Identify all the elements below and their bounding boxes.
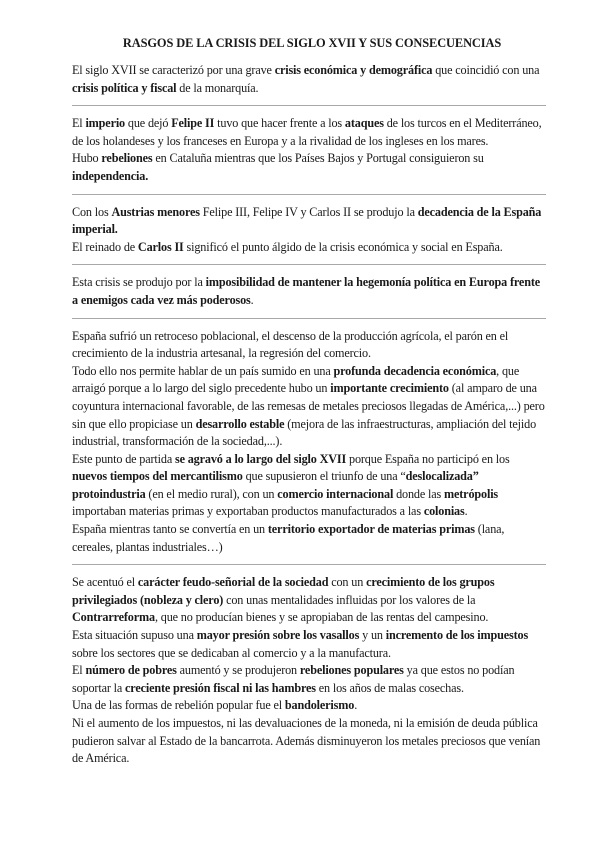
section-4 <box>72 274 546 309</box>
text-run: Este punto de partida <box>72 451 175 466</box>
text-run: , que arraigó porque a lo largo del siglo precedente hubo un <box>72 363 520 396</box>
bold-text: carácter feudo-señorial de la sociedad <box>137 575 329 590</box>
text-run: aumentó y se produjeron <box>176 663 300 678</box>
section-3 <box>72 204 546 257</box>
text-run: , que no producían bienes y se apropiaban de las rentas del campesino. <box>154 610 489 625</box>
bold-text: se agravó a lo largo del siglo XVII <box>174 451 347 466</box>
text-run: con unas mentalidades influidas por los valores de la <box>223 592 476 607</box>
text-run: que supusieron el triunfo de una “ <box>242 469 406 484</box>
bold-text: rebeliones <box>101 151 153 166</box>
text-run: importaban materias primas y exportaban productos manufacturados a las <box>72 504 424 519</box>
bold-text: bandolerismo <box>284 698 355 713</box>
page-title: RASGOS DE LA CRISIS DEL SIGLO XVII Y SUS CONSECUENCIAS <box>122 36 502 50</box>
bold-text: incremento de los impuestos <box>385 628 529 643</box>
paragraph <box>72 328 546 363</box>
bold-text: deslocalizada” protoindustria <box>72 469 479 501</box>
text-run: (mejora de las infraestructuras, ampliación del tejido industrial, transformación de la sociedad,...). <box>72 416 537 449</box>
bold-text: ataques <box>344 116 384 131</box>
text-run: El <box>72 116 86 131</box>
text-run: Con los <box>72 204 112 219</box>
text-run: en los años de malas cosechas. <box>315 680 464 695</box>
paragraph <box>72 715 546 768</box>
bold-text: crisis económica y demográfica <box>274 63 433 77</box>
bold-text: imperio <box>85 116 126 131</box>
section-6 <box>72 574 546 768</box>
text-run: que coincidió con una <box>432 63 540 77</box>
text-run: . <box>250 292 254 307</box>
text-run: (al amparo de una coyuntura internacional favorable, de las remesas de metales preciosos llegadas de América,...) pero sin que ello propiciase un <box>72 381 545 431</box>
text-run: Hubo <box>72 151 102 166</box>
text-run: El reinado de <box>72 239 138 254</box>
paragraph <box>72 627 546 662</box>
paragraph <box>72 451 546 521</box>
paragraph <box>72 150 546 185</box>
bold-text: importante crecimiento <box>330 381 449 396</box>
bold-text: metrópolis <box>444 486 499 501</box>
text-run: Felipe III, Felipe IV y Carlos II se produjo la <box>199 204 418 219</box>
bold-text: nuevos tiempos del mercantilismo <box>72 469 243 484</box>
text-run: El siglo XVII se caracterizó por una grave <box>72 63 275 77</box>
text-run: Una de las formas de rebelión popular fue el <box>72 698 285 713</box>
text-run: Esta situación supuso una <box>72 628 197 643</box>
text-run: Ni el aumento de los impuestos, ni las devaluaciones de la moneda, ni la emisión de deuda pública pudieron salvar al Estado de la bancarrota. Además disminuyeron los metales preciosos que venían de América. <box>72 716 541 766</box>
section-divider <box>72 194 546 195</box>
paragraph <box>72 662 546 697</box>
text-run: de los turcos en el Mediterráneo, de los holandeses y los franceses en Europa y a la rivalidad de los ingleses en los mares. <box>72 116 542 148</box>
paragraph <box>72 239 546 257</box>
bold-text: rebeliones populares <box>299 663 404 678</box>
document-body <box>72 62 546 768</box>
bold-text: independencia. <box>72 168 149 183</box>
bold-text: creciente presión fiscal ni las hambres <box>125 680 316 695</box>
paragraph <box>72 62 546 97</box>
text-run: Se acentuó el <box>72 575 138 590</box>
section-divider <box>72 318 546 319</box>
text-run: significó el punto álgido de la crisis económica y social en España. <box>183 239 503 254</box>
text-run: ya que estos no podían soportar la <box>72 663 515 695</box>
bold-text: Austrias menores <box>111 204 200 219</box>
text-run: de la monarquía. <box>176 80 259 95</box>
text-run: que dejó <box>125 116 172 131</box>
section-2 <box>72 115 546 185</box>
section-divider <box>72 564 546 565</box>
text-run: España sufrió un retroceso poblacional, el descenso de la producción agrícola, el parón en el crecimiento de la industria artesanal, la regresión del comercio. <box>72 328 509 361</box>
bold-text: desarrollo estable <box>195 416 285 431</box>
text-run: (lana, cereales, plantas industriales…) <box>72 522 505 554</box>
paragraph <box>72 274 546 309</box>
text-run: (en el medio rural), con un <box>145 486 278 501</box>
bold-text: Contrarreforma <box>72 610 155 625</box>
section-5 <box>72 328 546 557</box>
text-run: Esta crisis se produjo por la <box>72 275 206 290</box>
text-run: tuvo que hacer frente a los <box>214 116 345 131</box>
bold-text: decadencia de la España imperial. <box>72 204 542 237</box>
section-divider <box>72 264 546 265</box>
paragraph <box>72 697 546 715</box>
bold-text: número de pobres <box>85 663 177 678</box>
paragraph <box>72 204 546 239</box>
text-run: porque España no participó en los <box>346 451 510 466</box>
text-run: y un <box>359 628 386 643</box>
text-run: El <box>72 663 86 678</box>
section-divider <box>72 105 546 106</box>
section-1 <box>72 62 546 97</box>
text-run: con un <box>328 575 367 590</box>
bold-text: crecimiento de los grupos privilegiados (nobleza y clero) <box>72 575 495 607</box>
paragraph <box>72 574 546 627</box>
bold-text: imposibilidad de mantener la hegemonía política en Europa frente a enemigos cada vez más poderosos <box>72 275 540 307</box>
text-run: . <box>464 504 468 519</box>
text-run: . <box>354 698 358 713</box>
paragraph <box>72 363 546 451</box>
bold-text: crisis política y fiscal <box>72 80 177 95</box>
bold-text: comercio internacional <box>277 486 394 501</box>
text-run: en Cataluña mientras que los Países Bajos y Portugal consiguieron su <box>152 151 484 166</box>
bold-text: profunda decadencia económica <box>333 363 497 378</box>
text-run: España mientras tanto se convertía en un <box>72 522 268 537</box>
bold-text: mayor presión sobre los vasallos <box>196 628 360 643</box>
text-run: sobre los sectores que se dedicaban al comercio y a la manufactura. <box>72 645 391 660</box>
paragraph <box>72 115 546 150</box>
bold-text: colonias <box>423 504 465 519</box>
bold-text: Felipe II <box>171 116 215 131</box>
bold-text: territorio exportador de materias primas <box>267 522 475 537</box>
text-run: Todo ello nos permite hablar de un país sumido en una <box>72 363 334 378</box>
bold-text: Carlos II <box>137 239 184 254</box>
paragraph <box>72 521 546 556</box>
text-run: donde las <box>393 486 445 501</box>
